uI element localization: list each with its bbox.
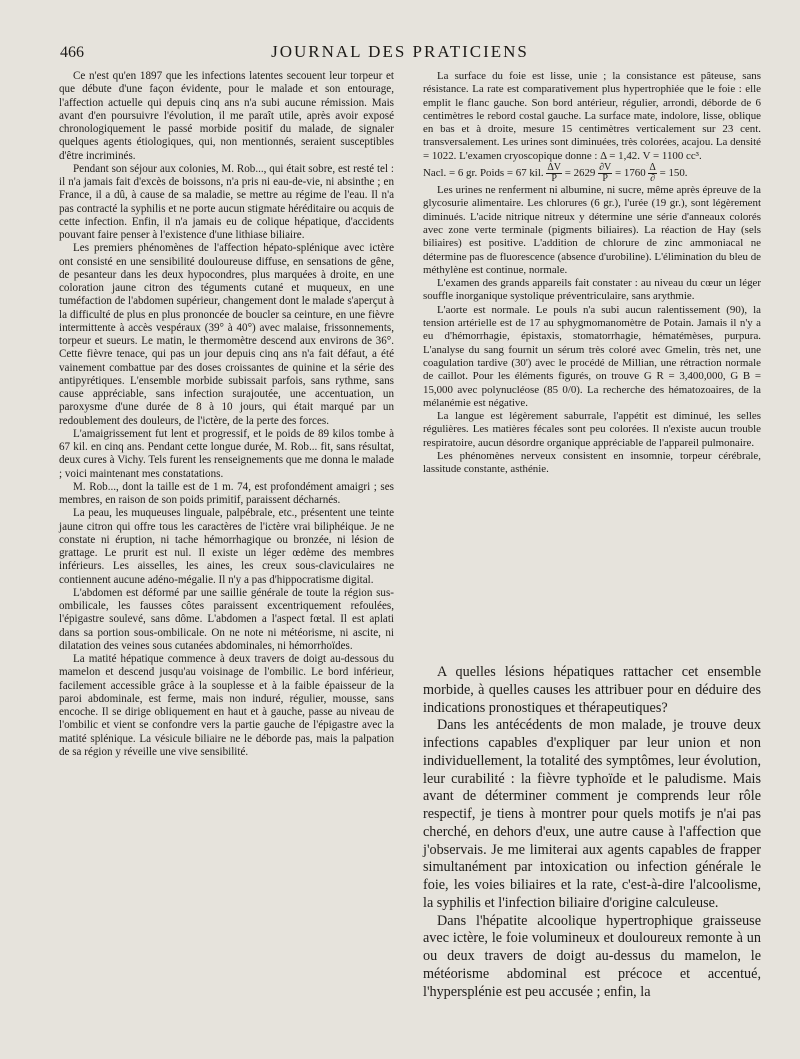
fraction-numerator: ∂V: [599, 162, 612, 174]
formula-part: = 1760: [615, 167, 646, 180]
paragraph: A quelles lésions hépatiques rattacher cet ensemble morbide, à quelles causes les attribuer pour en déduire des indications pronostiques et thérapeutiques?: [423, 664, 761, 716]
fraction: [648, 163, 656, 184]
formula-part: = 150.: [659, 167, 688, 180]
formula-part: = 2629: [564, 167, 596, 180]
paragraph: L'examen des grands appareils fait constater : au niveau du cœur un léger souffle inorganique systolique préventriculaire, sans arythmie.: [423, 277, 761, 303]
paragraph: La matité hépatique commence à deux travers de doigt au-dessous du mamelon et descend jusqu'au voisinage de l'ombilic. Le bord inférieur, facilement accessible grâce à la souplesse et à la faible épaisseur de la paroi abdominale, est ferme, mais non induré, régulier, mousse, sans encoche. Il se dirige obliquement en haut et à gauche, passe au niveau de l'ombilic et vient se confondre vers la partie gauche de l'épigastre avec la matité splénique. La vésicule biliaire ne le déborde pas, mais la palpation de sa région y réveille une vive sensibilité.: [59, 653, 394, 758]
fraction-denominator: ∂: [650, 173, 656, 185]
page-header: [0, 40, 800, 70]
paragraph: Les urines ne renferment ni albumine, ni sucre, même après épreuve de la glycosurie alimentaire. Les chlorures (6 gr.), l'urée (19 gr.), sont légèrement diminués. L'acide nitrique nitreux y détermine une série d'anneaux colorés avec zone verte terminale (pigments biliaires). La réaction de Hay (sels biliaires) est positive. L'addition de chlorure de zinc ammoniacal ne détermine pas de fluorescence (absence d'urobiline). L'élimination du bleu de méthylène est continue, normale.: [423, 184, 761, 276]
journal-title: JOURNAL DES PRATICIENS: [271, 42, 529, 61]
paragraph: Pendant son séjour aux colonies, M. Rob..., qui était sobre, est resté tel : il n'a jamais fait d'excès de boissons, n'a pris ni eau-de-vie, ni absinthe ; en France, il a dû, à cause de sa maladie, se mettre au régime de l'eau. Il n'a pas contracté la syphilis et ne porte aucun stigmate héréditaire ou acquis de cette infection. Enfin, il n'a jamais eu de colique hépatique, d'accidents pouvant faire penser à l'existence d'une lithiase biliaire.: [59, 162, 394, 241]
cryoscopy-formula: [423, 163, 761, 184]
paragraph: Dans les antécédents de mon malade, je trouve deux infections capables d'expliquer par leur union et non individuellement, la totalité des symptômes, leur évolution, leur curabilité : la fièvre typhoïde et le paludisme. Mais avant de déterminer comment je comprends leur rôle respectif, je tiens à montrer pour quels motifs je n'ai pas cherché, en dehors d'eux, une autre cause à l'affection que j'observais. Je me limiterai aux agents capables de frapper simultanément par intoxication ou infection générale le foie, les voies biliaires et la rate, c'est-à-dire l'alcoolisme, la syphilis et l'infection biliaire d'origine calculeuse.: [423, 717, 761, 911]
right-column-bottom: [423, 664, 761, 1001]
fraction-denominator: P: [602, 173, 608, 185]
paragraph: Dans l'hépatite alcoolique hypertrophique graisseuse avec ictère, le foie volumineux et douloureux remonte à un ou deux travers de doigt au-dessus du mamelon, le météorisme abdominal est précoce et accentué, l'hypersplénie est peu accusée ; enfin, la: [423, 912, 761, 1000]
paragraph: Les phénomènes nerveux consistent en insomnie, torpeur cérébrale, lassitude constante, asthénie.: [423, 450, 761, 476]
fraction-denominator: P: [551, 173, 557, 185]
paragraph: L'amaigrissement fut lent et progressif, et le poids de 89 kilos tombe à 67 kil. en cinq ans. Pendant cette longue durée, M. Rob... fit, sans résultat, deux cures à Vichy. Tels furent les renseignements que me donna le malade ; voici maintenant mes constatations.: [59, 427, 394, 480]
fraction: [546, 163, 562, 184]
paragraph: La surface du foie est lisse, unie ; la consistance est pâteuse, sans résistance. La rate est comparativement plus hypertrophiée que le foie : elle emplit le flanc gauche. Son bord antérieur, régulier, arrondi, déborde de 6 centimètres le rebord costal gauche. La surface mate, indolore, lisse, oblique en bas et à droite, mesure 15 centimètres verticalement sur 23 cent. transversalement. Les urines sont diminuées, très colorées, acajou. La densité = 1022. L'examen cryoscopique donne : Δ = 1,42. V = 1100 cc³.: [423, 70, 761, 162]
formula-part: Nacl. = 6 gr. Poids = 67 kil.: [423, 167, 544, 180]
fraction-numerator: Δ: [649, 162, 656, 174]
paragraph: Ce n'est qu'en 1897 que les infections latentes secouent leur torpeur et que débute d'une façon évidente, pour le malade et son entourage, l'affection actuelle qui depuis cinq ans n'a subi aucune rémission. Mais avant d'en poursuivre l'évolution, il me paraît utile, après avoir exposé chronologiquement le passé morbide positif du malade, de signaler quelques agents étiologiques, qui, non mentionnés, seraient susceptibles d'être incriminés.: [59, 70, 394, 162]
fraction: [598, 163, 612, 184]
paragraph: L'aorte est normale. Le pouls n'a subi aucun ralentissement (90), la tension artérielle est de 17 au sphygmomanomètre de Potain. Jamais il n'y a eu d'hémorrhagie, épistaxis, stomatorrhagie, hématémèses, purpura. L'analyse du sang fournit un sérum très coloré avec Gmelin, très net, une coagulation tardive (30') avec le procédé de Millian, une rétraction normale de caillot. Pour les éléments figurés, on trouve G R = 3,400,000, G B = 15,000 avec polynucléose (85 0/0). La recherche des hématozoaires, de la mélanémie est négative.: [423, 303, 761, 409]
paragraph: L'abdomen est déformé par une saillie générale de toute la région sus-ombilicale, les fausses côtes paraissent excentriquement refoulées, l'épigastre soulevé, sans dôme. L'abdomen a l'aspect fœtal. Il est aplati dans sa portion sous-ombilicale. On ne note ni météorisme, ni ascite, ni dilatation des veines sous cutanées abdominales, ni hémorrhoïdes.: [59, 586, 394, 652]
paragraph: Les premiers phénomènes de l'affection hépato-splénique avec ictère ont consisté en une sensibilité douloureuse diffuse, en sensations de gêne, de pesanteur dans les deux hypocondres, plus marquées à droite, en une coloration jaune citron des téguments cutané et muqueux, en une tuméfaction de l'abdomen supérieur, changement dont le malade s'aperçut à la difficulté de plus en plus prononcée de boucler sa ceinture, en une fièvre intermittente à accès vespéraux (39° à 40°) avec malaise, frissonnements, torpeur et sueurs. Le matin, le thermomètre descend aux environs de 36°. Cette fièvre tenace, qui pas un jour depuis cinq ans n'a fait défaut, a été vainement combattue par des doses croissantes de quinine et la série des antipyrétiques. L'ensemble morbide subissait parfois, sans rythme, sans cause appréciable, sans infection surajoutée, une accentuation, un paroxysme d'une durée de 8 à 10 jours, qui était marqué par un redoublement des douleurs, de l'ictère, de la perte des forces.: [59, 242, 395, 427]
right-column-top: [423, 70, 761, 477]
left-column: [59, 70, 394, 759]
fraction-numerator: ΔV: [547, 162, 561, 174]
paragraph: La langue est légèrement saburrale, l'appétit est diminué, les selles régulières. Les matières fécales sont peu colorées. Il n'existe aucun trouble respiratoire, aucun désordre organique appréciable de l'appareil pulmonaire.: [423, 410, 761, 449]
page-number: 466: [60, 44, 84, 61]
paragraph: M. Rob..., dont la taille est de 1 m. 74, est profondément amaigri ; ses membres, en raison de son poids primitif, paraissent décharnés.: [59, 480, 394, 506]
paragraph: La peau, les muqueuses linguale, palpébrale, etc., présentent une teinte jaune citron qui offre tous les caractères de l'ictère vrai biliphéique. Je ne constate ni éruption, ni tache hémorrhagique ou bronzée, ni lésion de grattage. Le prurit est nul. Il existe un léger œdème des membres inférieurs. Les aisselles, les aines, les creux sous-claviculaires ne contiennent aucune adéno-mégalie. Il n'y a pas d'hippocratisme digital.: [59, 507, 394, 586]
